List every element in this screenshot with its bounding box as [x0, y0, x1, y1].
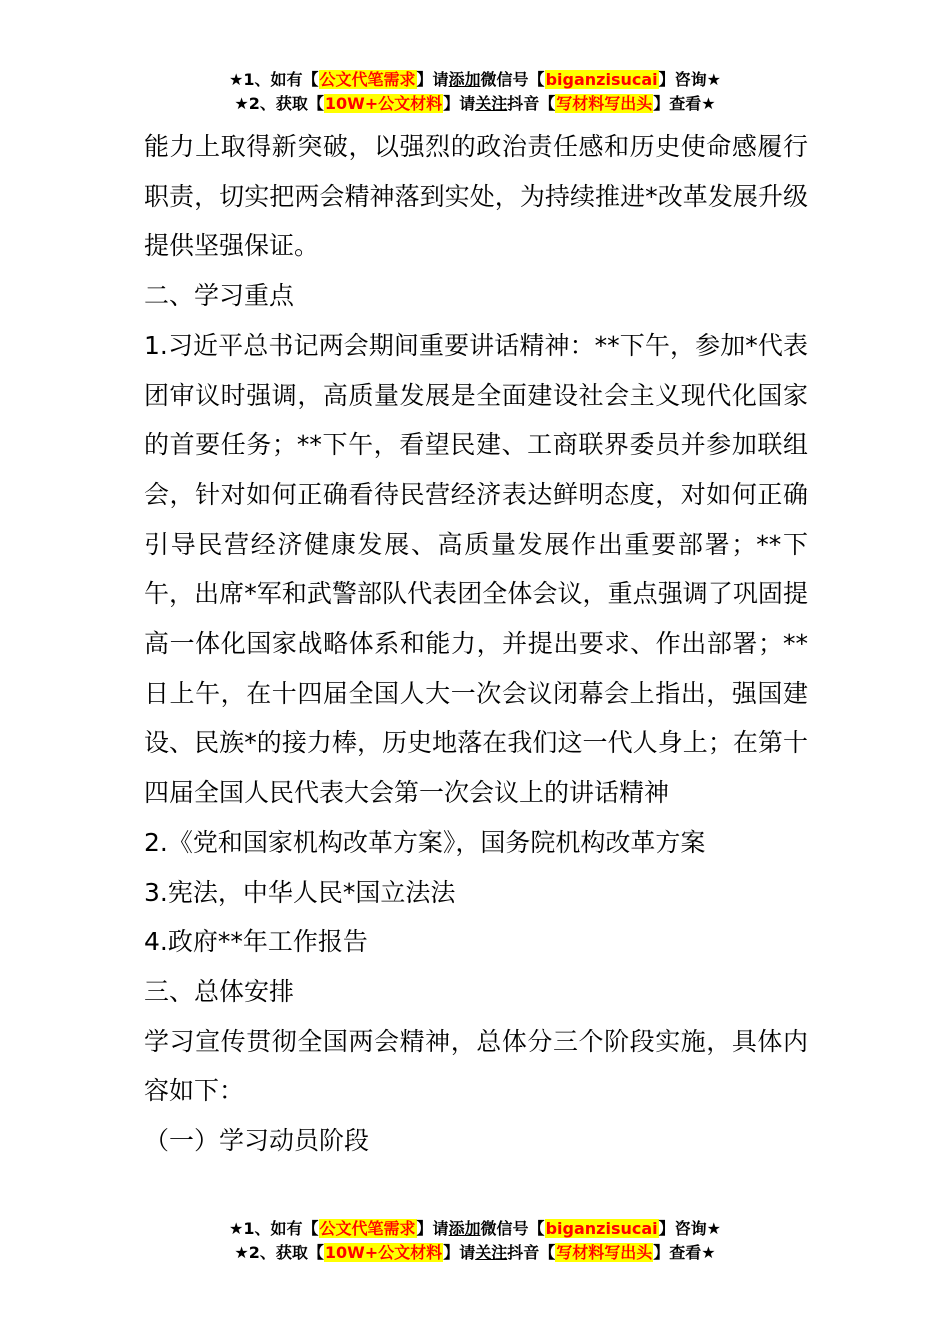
paragraph-work-report: 4.政府**年工作报告: [144, 927, 368, 957]
banner-line-2: [0, 92, 950, 116]
banner-highlight-materials: 10W+公文材料: [324, 1243, 443, 1262]
banner-highlight-wechat-id: biganzisucai: [545, 1219, 658, 1238]
banner-text: 】查看★: [653, 94, 716, 113]
banner-text: 】请: [416, 1219, 449, 1238]
section-heading-overall-arrangement: 三、总体安排: [144, 976, 295, 1006]
banner-text: 】查看★: [653, 1243, 716, 1262]
banner-line-2: [0, 1241, 950, 1265]
footer-banner: [0, 1217, 950, 1265]
paragraph-intro-continued: 能力上取得新突破，以强烈的政治责任感和历史使命感履行职责，切实把两会精神落到实处，为持续推进*改革发展升级提供坚强保证。: [144, 132, 808, 261]
paragraph-reform-plan: 2.《党和国家机构改革方案》，国务院机构改革方案: [144, 827, 706, 857]
banner-emphasis: 关注: [475, 1243, 508, 1262]
banner-text: 抖音【: [507, 1243, 556, 1262]
banner-highlight-douyin: 写材料写出头: [556, 94, 653, 113]
banner-text: 】请: [443, 1243, 476, 1262]
banner-text: ★1、如有【: [229, 1219, 319, 1238]
banner-line-1: [0, 1217, 950, 1241]
header-banner: [0, 68, 950, 116]
banner-text: ★1、如有【: [229, 70, 319, 89]
paragraph-speech-spirit: 1.习近平总书记两会期间重要讲话精神：**下午，参加*代表团审议时强调，高质量发展是全面建设社会主义现代化国家的首要任务；**下午，看望民建、工商联界委员并参加联组会，针对如何正确看待民营经济表达鲜明态度，对如何正确引导民营经济健康发展、高质量发展作出重要部署；**下午，出席*军和武警部队代表团全体会议，重点强调了巩固提高一体化国家战略体系和能力，并提出要求、作出部署；**日上午，在十四届全国人大一次会议闭幕会上指出，强国建设、民族*的接力棒，历史地落在我们这一代人身上；在第十四届全国人民代表大会第一次会议上的讲话精神: [144, 330, 808, 808]
document-body: [144, 122, 808, 1166]
section-heading-study-focus: 二、学习重点: [144, 281, 295, 311]
banner-emphasis: 添加: [448, 1219, 481, 1238]
banner-text: 抖音【: [507, 94, 556, 113]
banner-line-1: [0, 68, 950, 92]
banner-highlight-douyin: 写材料写出头: [556, 1243, 653, 1262]
banner-emphasis: 添加: [448, 70, 481, 89]
banner-text: 微信号【: [480, 1219, 545, 1238]
banner-text: 】请: [416, 70, 449, 89]
banner-highlight-writing-service: 公文代笔需求: [319, 1219, 416, 1238]
banner-text: 】请: [443, 94, 476, 113]
banner-text: ★2、获取【: [234, 94, 324, 113]
banner-highlight-wechat-id: biganzisucai: [545, 70, 658, 89]
banner-text: 微信号【: [480, 70, 545, 89]
paragraph-three-stages: 学习宣传贯彻全国两会精神，总体分三个阶段实施，具体内容如下：: [144, 1026, 808, 1106]
banner-text: ★2、获取【: [234, 1243, 324, 1262]
subsection-heading-mobilization: （一）学习动员阶段: [144, 1126, 370, 1156]
banner-text: 】咨询★: [658, 70, 721, 89]
banner-highlight-writing-service: 公文代笔需求: [319, 70, 416, 89]
banner-emphasis: 关注: [475, 94, 508, 113]
banner-text: 】咨询★: [658, 1219, 721, 1238]
paragraph-constitution: 3.宪法，中华人民*国立法法: [144, 877, 456, 907]
banner-highlight-materials: 10W+公文材料: [324, 94, 443, 113]
